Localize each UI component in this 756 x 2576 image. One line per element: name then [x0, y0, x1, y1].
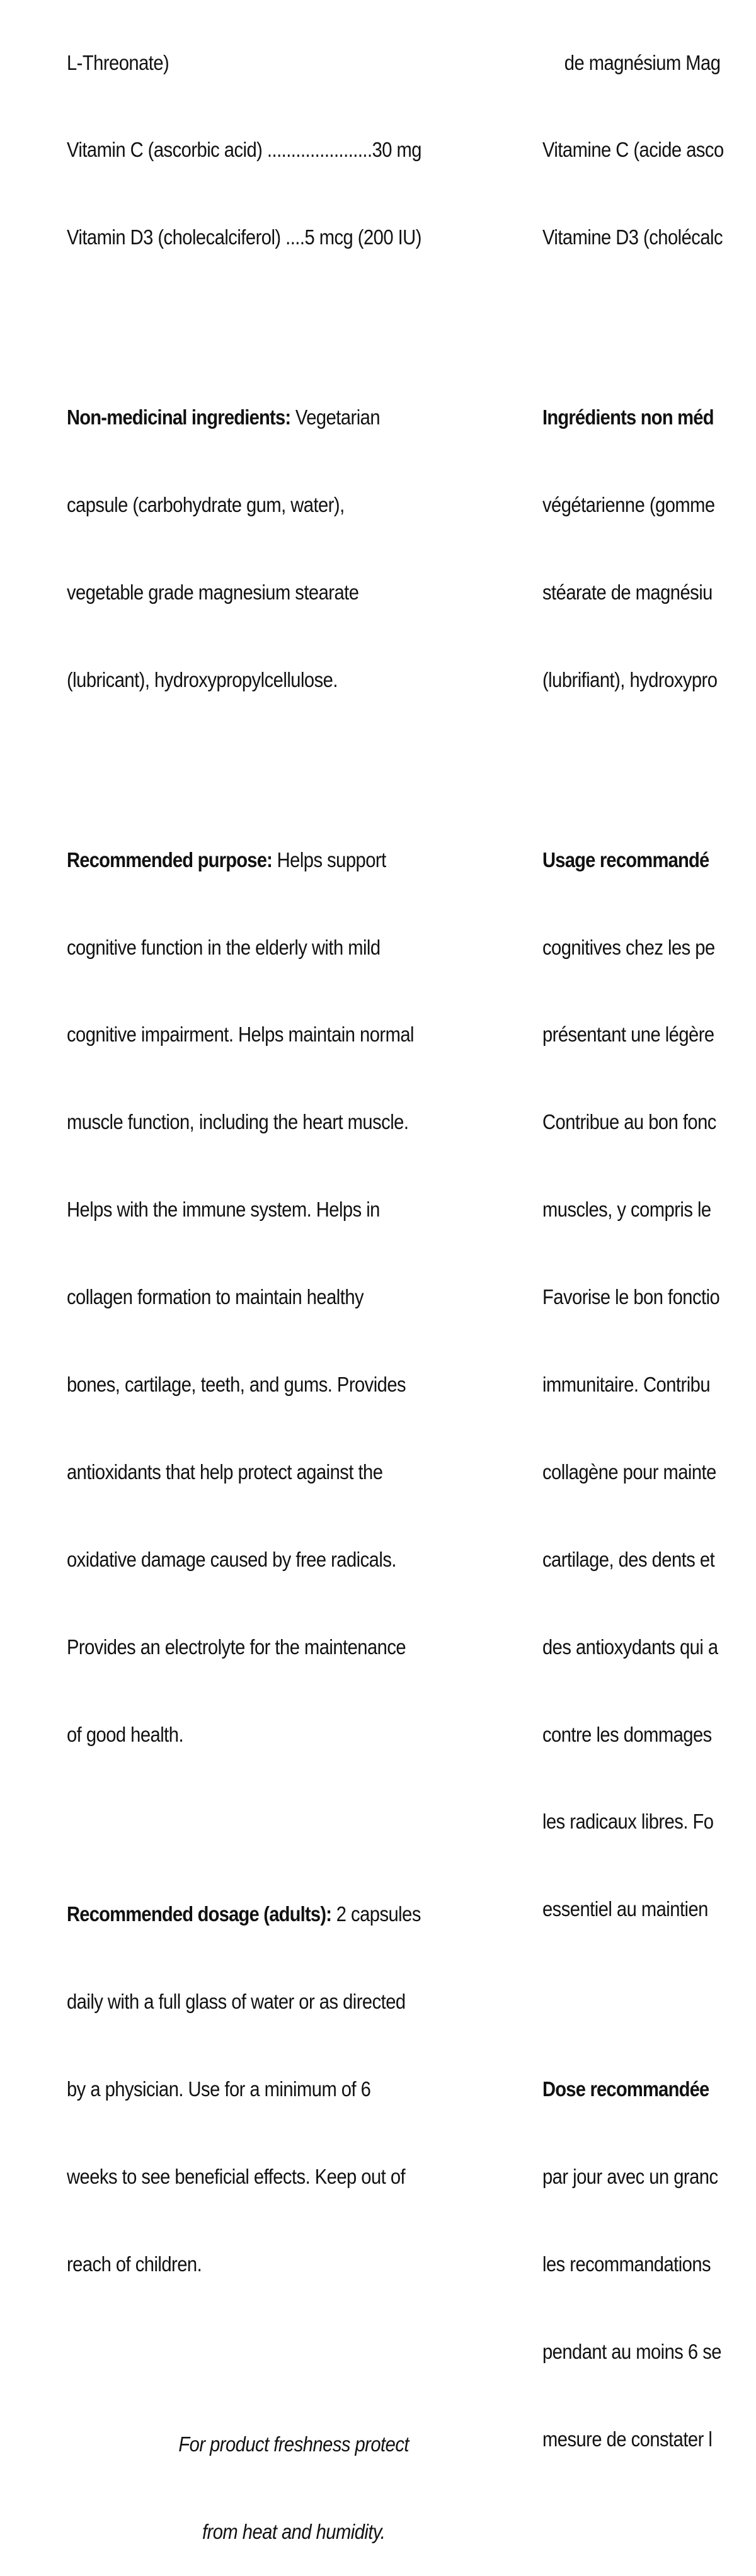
purpose-text-en: cognitive impairment. Helps maintain normal — [67, 1023, 414, 1047]
purpose-text-en: collagen formation to maintain healthy — [67, 1286, 364, 1310]
dosage-text-en: daily with a full glass of water or as directed — [67, 1990, 406, 2014]
purpose-text-fr: immunitaire. Contribu — [542, 1373, 711, 1397]
purpose-text-fr: des antioxydants qui a — [542, 1635, 718, 1659]
vitamin-d3-en: Vitamin D3 (cholecalciferol) ....5 mcg (200 IU) — [67, 226, 421, 250]
purpose-line-en: Recommended purpose: Helps support — [67, 848, 386, 872]
vitamin-c-en: Vitamin C (ascorbic acid) ......................30 mg — [67, 139, 421, 162]
non-medicinal-text-en: (lubricant), hydroxypropylcellulose. — [67, 668, 338, 692]
english-label-column — [67, 0, 520, 2576]
freshness-note-line-2: from heat and humidity. — [202, 2520, 386, 2544]
ingredient-tail-fr: de magnésium Mag — [564, 51, 721, 75]
dosage-text-en: reach of children. — [67, 2252, 202, 2276]
purpose-text-en: of good health. — [67, 1723, 184, 1747]
purpose-text-en: muscle function, including the heart muscle. — [67, 1111, 409, 1135]
purpose-heading-en: Recommended purpose: — [67, 848, 273, 872]
purpose-text-en: oxidative damage caused by free radicals. — [67, 1548, 396, 1572]
dosage-heading-fr: Dose recommandée — [542, 2078, 709, 2102]
dosage-text-en: by a physician. Use for a minimum of 6 — [67, 2078, 371, 2102]
purpose-text-fr: présentant une légère — [542, 1023, 714, 1047]
purpose-text-en: antioxidants that help protect against the — [67, 1460, 383, 1484]
purpose-text-fr: cartilage, des dents et — [542, 1548, 715, 1572]
purpose-text-fr: Favorise le bon fonctio — [542, 1286, 720, 1310]
purpose-text-en: cognitive function in the elderly with mild — [67, 936, 381, 960]
purpose-text-en: Provides an electrolyte for the maintenance — [67, 1635, 406, 1659]
non-medicinal-text-fr: (lubrifiant), hydroxypro — [542, 668, 718, 692]
purpose-line-fr — [542, 846, 724, 875]
ingredient-tail-en: L-Threonate) — [67, 51, 169, 75]
dosage-line-en: Recommended dosage (adults): 2 capsules — [67, 1903, 421, 1927]
french-label-column — [542, 0, 724, 2483]
purpose-text-fr: les radicaux libres. Fo — [542, 1810, 714, 1834]
dosage-text-en: weeks to see beneficial effects. Keep out of — [67, 2165, 406, 2189]
purpose-text-fr: muscles, y compris le — [542, 1198, 711, 1222]
purpose-text-fr: cognitives chez les pe — [542, 936, 715, 960]
non-medicinal-line-en: Non-medicinal ingredients: Vegetarian — [67, 406, 381, 430]
non-medicinal-heading-fr: Ingrédients non méd — [542, 406, 714, 430]
non-medicinal-heading-en: Non-medicinal ingredients: — [67, 406, 291, 430]
dosage-text-fr: mesure de constater l — [542, 2427, 713, 2451]
dosage-text-fr: par jour avec un granc — [542, 2165, 718, 2189]
vitamin-d3-fr: Vitamine D3 (cholécalc — [542, 226, 723, 250]
dosage-text-fr: les recommandations — [542, 2252, 711, 2276]
non-medicinal-text-en: capsule (carbohydrate gum, water), — [67, 494, 345, 518]
non-medicinal-text-en: vegetable grade magnesium stearate — [67, 581, 359, 604]
purpose-text-fr: essentiel au maintien — [542, 1898, 708, 1922]
freshness-note-line-1: For product freshness protect — [178, 2432, 409, 2456]
purpose-text-fr: Contribue au bon fonc — [542, 1111, 716, 1135]
dosage-text-fr: pendant au moins 6 se — [542, 2340, 721, 2364]
non-medicinal-text-fr: végétarienne (gomme — [542, 494, 715, 518]
purpose-text-fr: contre les dommages — [542, 1723, 712, 1747]
non-medicinal-text-fr: stéarate de magnésiu — [542, 581, 713, 604]
vitamin-c-fr: Vitamine C (acide asco — [542, 139, 724, 162]
purpose-text-fr: collagène pour mainte — [542, 1460, 716, 1484]
non-medicinal-line-fr — [542, 404, 724, 433]
dosage-line-fr — [542, 2075, 724, 2104]
dosage-heading-en: Recommended dosage (adults): — [67, 1903, 332, 1927]
purpose-heading-fr: Usage recommandé — [542, 848, 709, 872]
purpose-text-en: Helps with the immune system. Helps in — [67, 1198, 380, 1222]
purpose-text-en: bones, cartilage, teeth, and gums. Provides — [67, 1373, 406, 1397]
